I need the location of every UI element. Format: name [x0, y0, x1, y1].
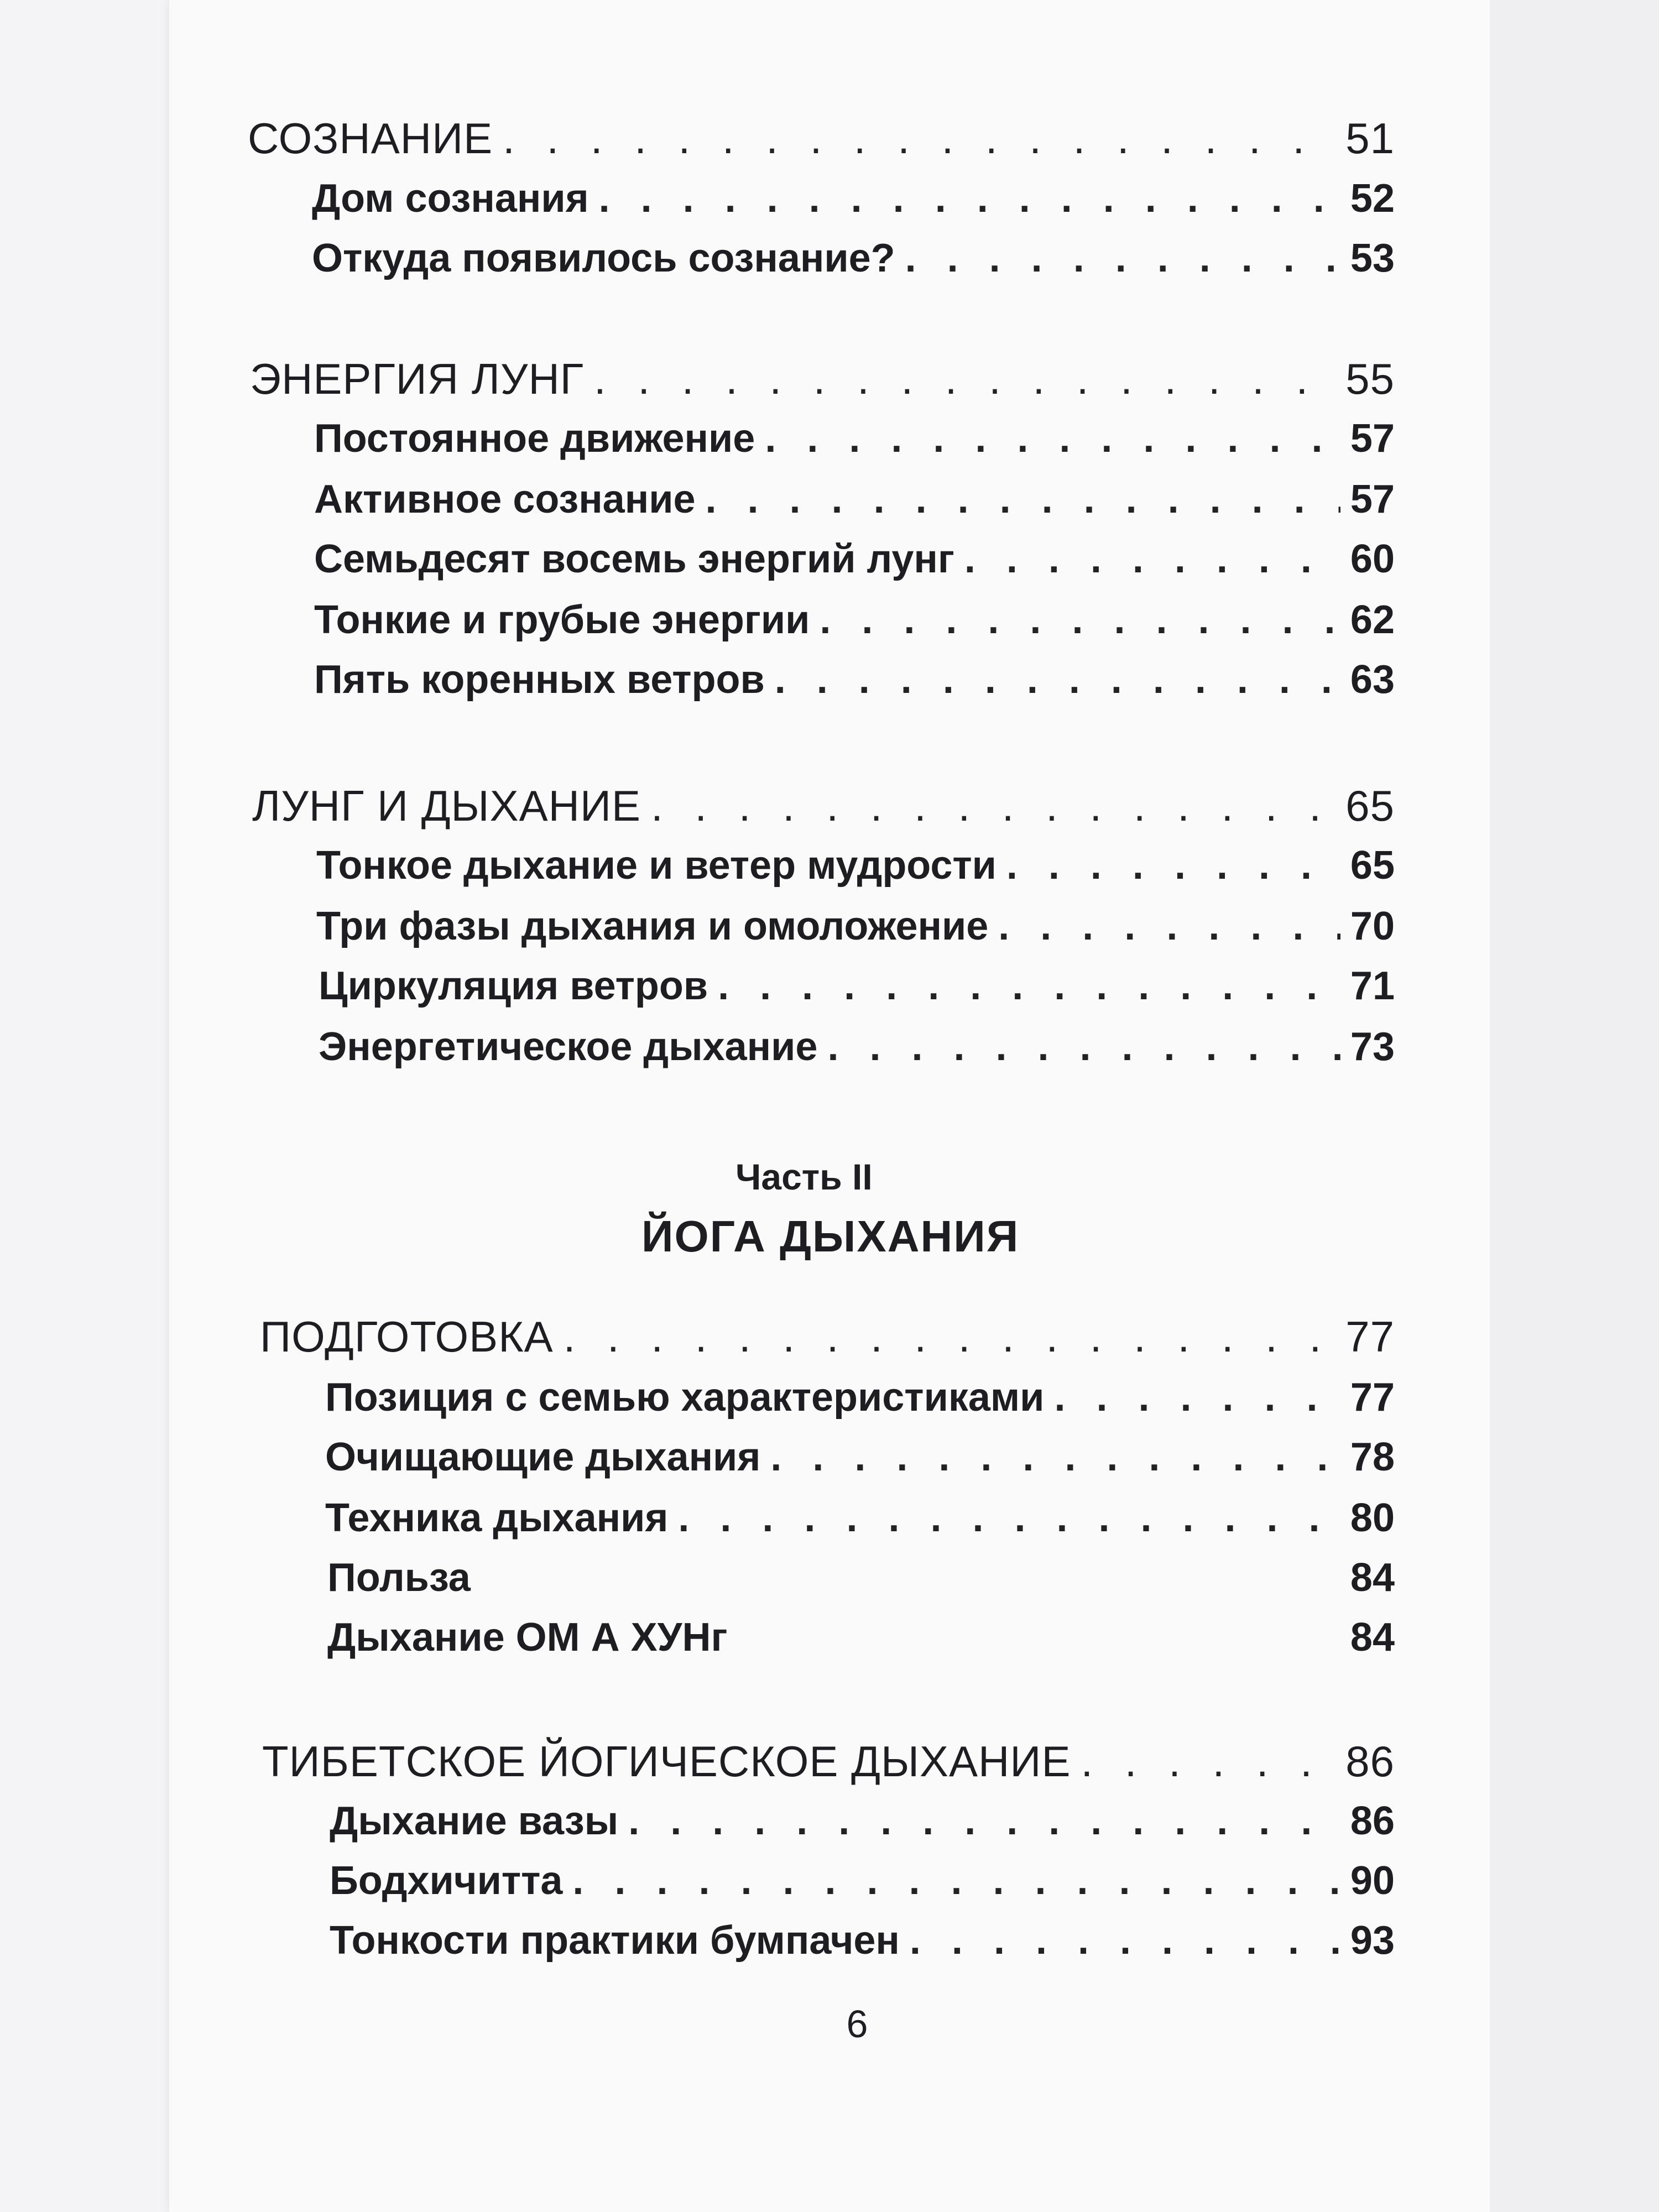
toc-entry-title: Польза [327, 1556, 471, 1600]
leader-dots [910, 1918, 1340, 1963]
toc-page-number: 93 [1350, 1918, 1395, 1963]
leader-dots [599, 176, 1340, 221]
toc-entry [314, 657, 1395, 718]
toc-page-number: 86 [1350, 1799, 1395, 1843]
toc-page-number: 63 [1350, 658, 1395, 702]
toc-entry-title: Постоянное движение [314, 416, 755, 461]
toc-page-number: 77 [1345, 1312, 1395, 1361]
toc-entry [319, 1024, 1395, 1085]
toc-entry-title: Пять коренных ветров [314, 658, 765, 702]
toc-page-number: 55 [1345, 354, 1395, 403]
toc-entry-title: Позиция с семью характеристиками [325, 1375, 1045, 1420]
toc-section-title: ПОДГОТОВКА [260, 1312, 554, 1361]
leader-dots [651, 781, 1335, 831]
toc-entry-title: Дыхание ОМ А ХУНг [327, 1615, 728, 1660]
toc-entry [319, 963, 1395, 1024]
toc-page-number: 70 [1350, 904, 1395, 948]
leader-dots [765, 416, 1340, 461]
toc-page-number: 84 [1350, 1556, 1395, 1600]
leader-dots [718, 963, 1340, 1009]
toc-page-number: 57 [1350, 416, 1395, 461]
toc-entry-title: Семьдесят восемь энергий лунг [314, 537, 954, 581]
toc-entry [325, 1375, 1395, 1436]
toc-entry [316, 843, 1395, 904]
toc-entry [325, 1434, 1395, 1495]
toc-page-number: 57 [1350, 477, 1395, 521]
leader-dots [964, 536, 1340, 582]
leader-dots [706, 477, 1340, 522]
toc-section [260, 1312, 1395, 1373]
leader-dots [820, 597, 1340, 643]
leader-dots [1054, 1375, 1340, 1420]
toc-section-title: СОЗНАНИЕ [248, 114, 493, 163]
toc-entry-title: Циркуляция ветров [319, 964, 708, 1008]
page-number: 6 [846, 2002, 868, 2046]
toc-page-number: 78 [1350, 1435, 1395, 1479]
toc-entry [325, 1495, 1395, 1556]
toc-entry-title: Дом сознания [312, 176, 589, 221]
leader-dots [905, 236, 1340, 281]
toc-page-number: 84 [1350, 1615, 1395, 1660]
toc-entry-title: Тонкие и грубые энергии [314, 598, 810, 642]
toc-section [248, 113, 1395, 174]
toc-entry-title: Три фазы дыхания и омоложение [316, 904, 989, 948]
toc-page-number: 90 [1350, 1859, 1395, 1903]
toc-page-number: 80 [1350, 1496, 1395, 1540]
leader-dots [564, 1312, 1336, 1362]
toc-entry [316, 904, 1395, 964]
toc-entry [330, 1918, 1395, 1979]
toc-entry [327, 1615, 1395, 1676]
toc-entry [330, 1858, 1395, 1919]
toc-entry-title: Техника дыхания [325, 1496, 669, 1540]
part-title: ЙОГА ДЫХАНИЯ [641, 1212, 1020, 1261]
toc-page-number: 73 [1350, 1025, 1395, 1069]
leader-dots [572, 1858, 1340, 1903]
toc-entry [330, 1798, 1395, 1859]
toc-section [250, 354, 1395, 415]
toc-entry [327, 1555, 1395, 1616]
toc-page-number: 77 [1350, 1375, 1395, 1420]
toc-page-number: 53 [1350, 236, 1395, 280]
toc-section [252, 781, 1395, 842]
leader-dots [628, 1798, 1340, 1844]
toc-entry-title: Бодхичитта [330, 1859, 563, 1903]
toc-page-number: 51 [1345, 114, 1395, 163]
leader-dots [998, 904, 1340, 949]
leader-dots [775, 657, 1340, 702]
leader-dots [1081, 1736, 1335, 1787]
toc-entry [314, 597, 1395, 658]
toc-entry [314, 477, 1395, 538]
toc-page-number: 71 [1350, 964, 1395, 1008]
leader-dots [770, 1434, 1340, 1480]
toc-entry [312, 236, 1395, 296]
leader-dots [503, 113, 1335, 164]
leader-dots [594, 354, 1335, 404]
toc-entry-title: Дыхание вазы [330, 1799, 619, 1843]
leader-dots [827, 1024, 1340, 1070]
toc-section-title: ЛУНГ И ДЫХАНИЕ [252, 781, 641, 830]
toc-entry-title: Очищающие дыхания [325, 1435, 761, 1479]
toc-page-number: 52 [1350, 176, 1395, 221]
toc-entry-title: Тонкости практики бумпачен [330, 1918, 900, 1963]
toc-page-number: 62 [1350, 598, 1395, 642]
toc-section-title: ТИБЕТСКОЕ ЙОГИЧЕСКОЕ ДЫХАНИЕ [262, 1737, 1071, 1786]
toc-section-title: ЭНЕРГИЯ ЛУНГ [250, 354, 585, 403]
toc-entry [314, 416, 1395, 477]
toc-entry [312, 176, 1395, 237]
toc-page-number: 65 [1345, 781, 1395, 830]
toc-page-number: 86 [1345, 1737, 1395, 1786]
toc-entry [314, 536, 1395, 597]
leader-dots [678, 1495, 1340, 1541]
toc-section [262, 1736, 1395, 1797]
toc-page-number: 60 [1350, 537, 1395, 581]
toc-entry-title: Откуда появилось сознание? [312, 236, 895, 280]
toc-entry-title: Тонкое дыхание и ветер мудрости [316, 843, 997, 888]
leader-dots [1006, 843, 1340, 888]
toc-entry-title: Энергетическое дыхание [319, 1025, 818, 1069]
part-label: Часть II [735, 1156, 873, 1197]
toc-entry-title: Активное сознание [314, 477, 696, 521]
toc-page-number: 65 [1350, 843, 1395, 888]
